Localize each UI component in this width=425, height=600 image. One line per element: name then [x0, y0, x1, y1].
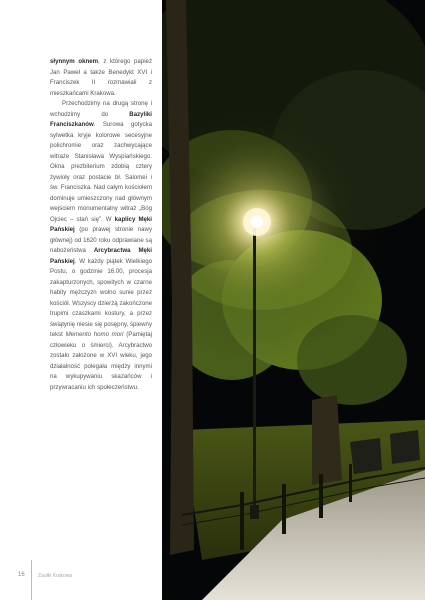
night-park-illustration [162, 0, 425, 600]
text-run: (po prawej stronie nawy głównej) od 1620 roku odprawiane są nabożeństwa [50, 226, 152, 254]
text-run: . W każdy piątek Wielkiego Postu, o godzinie 16.00, procesja zakapturzonych, spowitych w czarne habity mężczyzn wolno sunie przez kościół. Wszyscy dzierżą zakończone trupimi czaszkami kostury, a przez świątynię niesie się posępny, śpiewny tekst [50, 257, 152, 338]
italic-phrase: Memento homo mori [65, 331, 124, 338]
text-run: (Pamiętaj człowieku o śmierci). Arcybractwo zostało założone w XVI wieku, jego działalność polegała między innymi na wykupywaniu skazańców i przywracaniu ich społeczeństwu. [50, 331, 152, 391]
bold-phrase: Arcybractwa Męki Pańskiej [50, 247, 152, 265]
text-run: Przechodzimy na drugą stronę i wchodzimy do [50, 100, 152, 118]
article-paragraph [50, 99, 152, 393]
text-run: . Surowa gotycka sylwetka kryje kolorowe secesyjne polichromie oraz zachwycające witraże Stanisława Wyspiańskiego. Okna prezbiterium zdobią cztery żywioły oraz postacie bł. Salomei i św. Franciszka. Nad całym kościołem dominuje umieszczony nad głównym wejściem monumentalny witraż „Bóg Ojciec – stań się”. W [50, 121, 152, 223]
bold-phrase: Bazyliki Franciszkanów [50, 110, 152, 128]
footer-divider [31, 560, 32, 600]
article-paragraph [50, 57, 152, 99]
running-footer-title: Zaułki Krakowa [38, 573, 73, 579]
page-number: 16 [18, 572, 25, 578]
bold-phrase: kaplicy Męki Pańskiej [50, 215, 152, 233]
article-text [50, 57, 152, 393]
night-park-photo [162, 0, 425, 600]
bold-phrase: słynnym oknem [50, 58, 99, 65]
text-run: , z którego papież Jan Paweł a także Benedykt XVI i Franciszek II rozmawiali z mieszkańcami Krakowa. [50, 58, 152, 97]
